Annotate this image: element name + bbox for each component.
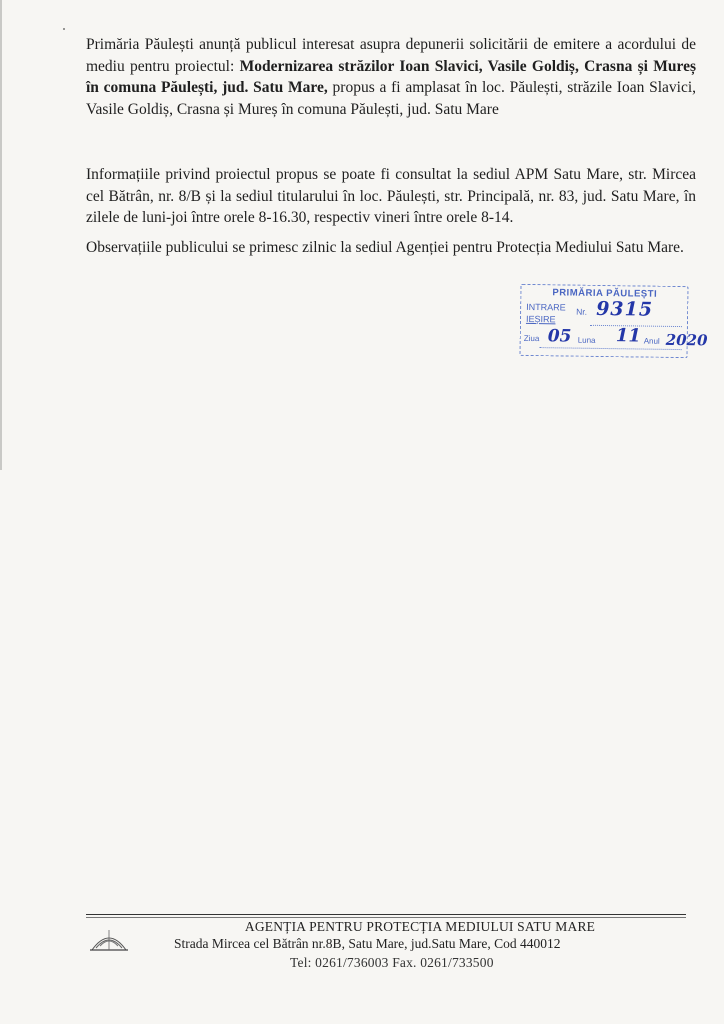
- registration-number: 9315: [596, 297, 654, 321]
- footer-agency-name: AGENȚIA PENTRU PROTECȚIA MEDIULUI SATU MARE: [244, 919, 596, 934]
- registration-year: 2020: [665, 330, 708, 350]
- registration-day: 05: [547, 326, 572, 347]
- registration-month: 11: [615, 325, 642, 347]
- stamp-iesire-label: IEȘIRE: [525, 313, 556, 325]
- stamp-title: PRIMĂRIA PĂULEȘTI: [552, 287, 658, 300]
- observations-paragraph: Observațiile publicului se primesc zilnic la sediul Agenției pentru Protecția Mediului Satu Mare.: [86, 239, 684, 256]
- intro-text: Primăria Păulești anunță publicul interesat asupra depunerii solicitării de emitere a acordului de mediu pentru proiectul:: [86, 36, 696, 75]
- agency-logo-icon: [84, 922, 134, 952]
- registration-stamp: [520, 284, 708, 358]
- scan-speck: [63, 28, 65, 30]
- stamp-anul-label: Anul: [643, 336, 660, 346]
- information-paragraph: Informațiile privind proiectul propus se poate fi consultat la sediul APM Satu Mare, str. Mircea cel Bătrân, nr. 8/B și la sediul titularului în loc. Păulești, str. Principală, nr. 83, jud. Satu Mare, în zilele de luni-joi între orele 8-16.30, respectiv vineri între orele 8-14.: [86, 166, 696, 226]
- footer-divider: [86, 914, 686, 918]
- stamp-ziua-label: Ziua: [523, 333, 540, 344]
- announcement-paragraph: [86, 34, 696, 120]
- footer-address: Strada Mircea cel Bătrân nr.8B, Satu Mare, jud.Satu Mare, Cod 440012: [174, 936, 561, 951]
- project-title: Modernizarea străzilor Ioan Slavici, Vasile Goldiș, Crasna și Mureș în comuna Păulești, jud. Satu Mare,: [86, 57, 696, 96]
- scan-edge: [0, 0, 2, 470]
- stamp-intrare-label: INTRARE: [526, 301, 566, 313]
- footer-contact: Tel: 0261/736003 Fax. 0261/733500: [290, 955, 494, 970]
- stamp-luna-label: Luna: [577, 335, 596, 345]
- location-text: propus a fi amplasat în loc. Păulești, străzile Ioan Slavici, Vasile Goldiș, Crasna și Mureș în comuna Păulești, jud. Satu Mare: [86, 79, 696, 118]
- stamp-nr-label: Nr.: [576, 306, 588, 317]
